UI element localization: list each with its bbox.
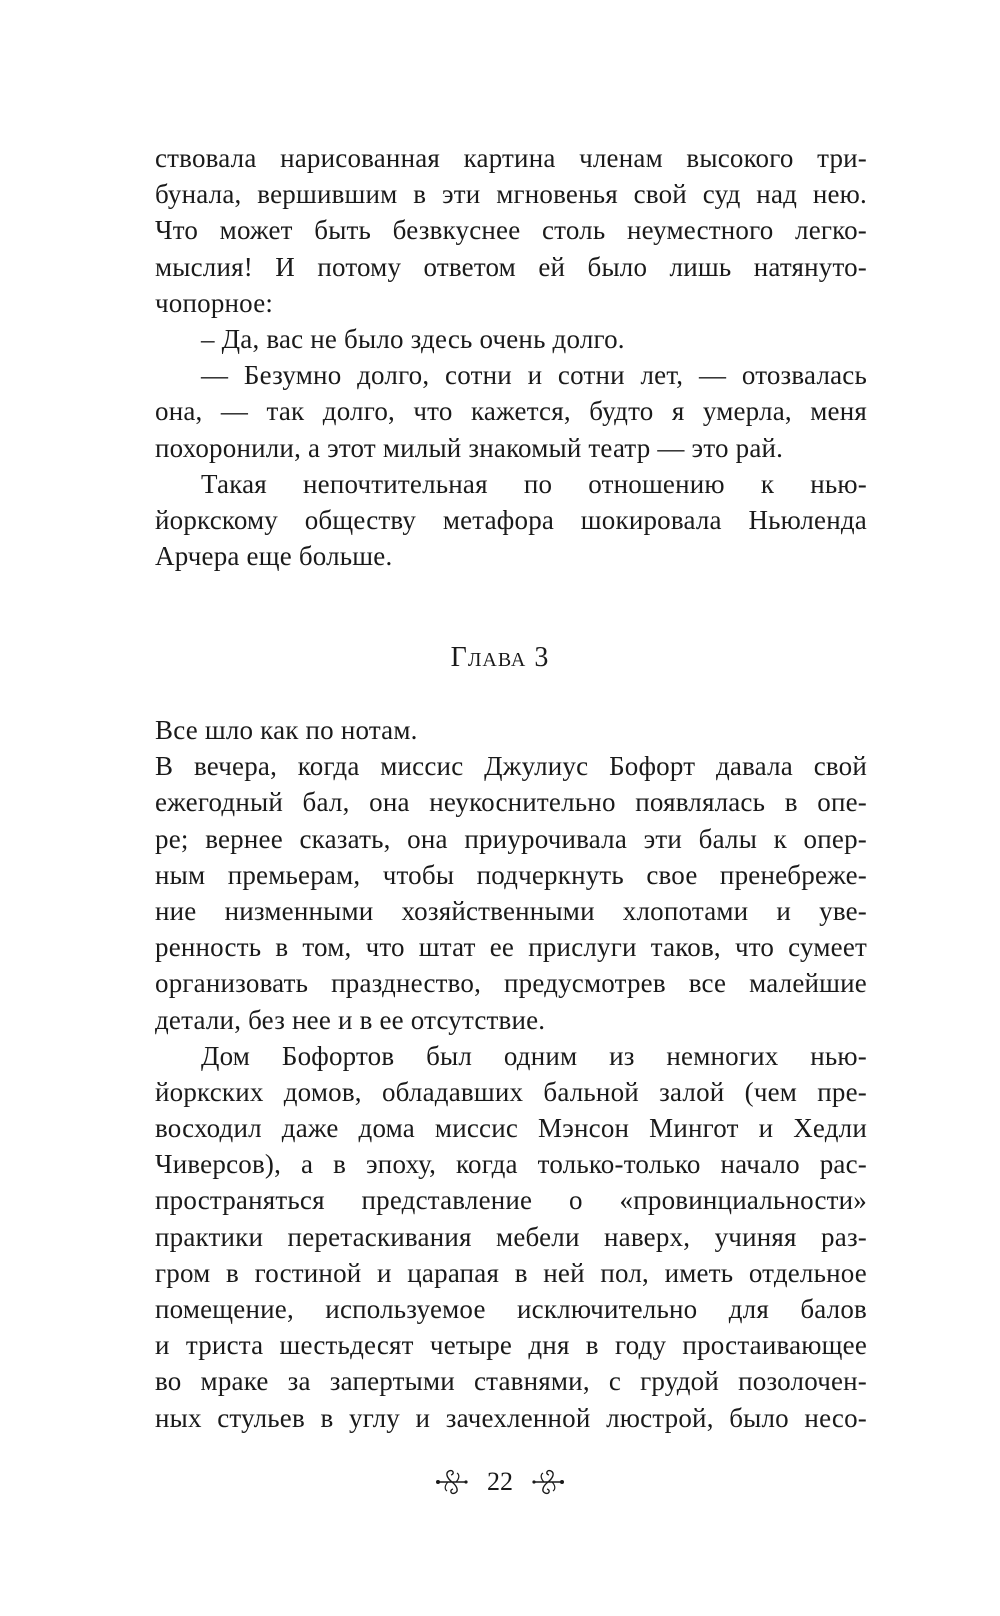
fleuron-right-icon (531, 1468, 565, 1496)
text-block-top (155, 140, 867, 574)
text-block-bottom (155, 712, 867, 1436)
text-line: — Безумно долго, сотни и сотни лет, — отозвалась (201, 360, 867, 391)
text-line: ние низменными хозяйственными хлопотами и уве- (155, 895, 867, 926)
text-line: В вечера, когда миссис Джулиус Бофорт давала свой (155, 751, 867, 782)
text-line: Арчера еще больше. (155, 541, 393, 572)
text-line: – Да, вас не было здесь очень долго. (201, 323, 625, 354)
chapter-heading (0, 640, 1000, 676)
text-line: Дом Бофортов был одним из немногих нью- (201, 1040, 867, 1071)
text-line: ным премьерам, чтобы подчеркнуть свое пренебреже- (155, 859, 867, 890)
fleuron-left-icon (435, 1468, 469, 1496)
page-number: 22 (487, 1467, 513, 1496)
text-line: помещение, используемое исключительно для балов (155, 1294, 867, 1324)
text-line: во мраке за запертыми ставнями, с грудой позолочен- (155, 1366, 867, 1397)
text-line: Такая непочтительная по отношению к нью- (201, 468, 867, 499)
text-line: мыслия! И потому ответом ей было лишь натянуто- (155, 251, 867, 282)
text-line: ре; вернее сказать, она приурочивала эти балы к опер- (155, 823, 867, 854)
page-footer (0, 1466, 1000, 1498)
text-line: ежегодный бал, она неукоснительно появлялась в опе- (155, 787, 867, 818)
text-line: ренность в том, что штат ее прислуги таков, что сумеет (155, 932, 867, 963)
text-line: и триста шестьдесят четыре дня в году простаивающее (155, 1330, 867, 1361)
text-line: Что может быть безвкуснее столь неуместного легко- (155, 215, 867, 246)
text-line: гром в гостиной и царапая в ней пол, иметь отдельное (155, 1257, 867, 1288)
text-line: ных стульев в углу и зачехленной люстрой, было несо- (155, 1402, 867, 1433)
text-line: организовать празднество, предусмотрев все малейшие (155, 968, 867, 999)
text-line: ствовала нарисованная картина членам высокого три- (155, 143, 867, 173)
text-line: йоркских домов, обладавших бальной залой (чем пре- (155, 1076, 867, 1107)
text-line: восходил даже дома миссис Мэнсон Мингот и Хедли (155, 1113, 867, 1144)
text-line: Все шло как по нотам. (155, 715, 418, 745)
text-line: пространяться представление о «провинциальности» (155, 1185, 867, 1216)
text-line: чопорное: (155, 287, 274, 318)
text-line: Чиверсов), а в эпоху, когда только-только начало рас- (155, 1149, 867, 1180)
text-line: йоркскому обществу метафора шокировала Ньюленда (155, 504, 867, 535)
text-line: детали, без нее и в ее отсутствие. (155, 1004, 546, 1035)
text-line: она, — так долго, что кажется, будто я умерла, меня (155, 396, 867, 427)
text-line: бунала, вершившим в эти мгновенья свой суд над нею. (155, 179, 867, 210)
text-line: практики перетаскивания мебели наверх, учиняя раз- (155, 1221, 867, 1252)
text-line: похоронили, а этот милый знакомый театр — это рай. (155, 432, 784, 463)
chapter-heading-text: Глава 3 (450, 642, 550, 673)
